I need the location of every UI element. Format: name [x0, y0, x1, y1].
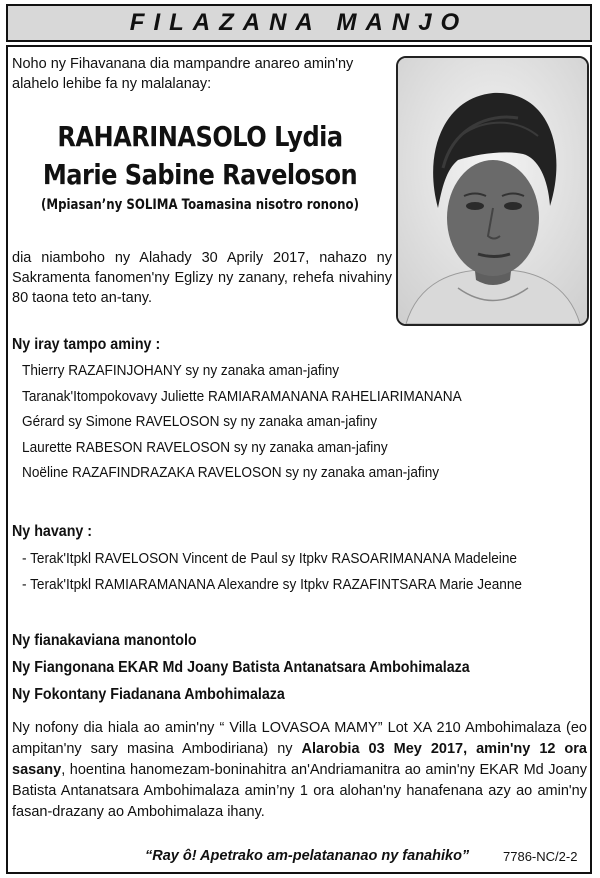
group-fokontany: Ny Fokontany Fiadanana Ambohimalaza — [12, 686, 285, 703]
funeral-details — [12, 718, 587, 823]
list-item: - Terak'Itpkl RAMIARAMANANA Alexandre sy Itpkv RAZAFINTSARA Marie Jeanne — [22, 576, 523, 593]
intro-text: Noho ny Fihavanana dia mampandre anareo amin'ny alahelo lehibe fa ny malalanay: — [12, 56, 354, 92]
death-notice: dia niamboho ny Alahady 30 Aprily 2017, nahazo ny Sakramenta fanomen'ny Eglizy ny zanany, rehefa nivahiny 80 taona teto an-tany. — [12, 250, 392, 306]
portrait-photo — [396, 56, 589, 326]
list-item: - Terak'Itpkl RAVELOSON Vincent de Paul sy Itpkv RASOARIMANANA Madeleine — [22, 551, 518, 567]
funeral-text-part1: Ny nofony dia hiala ao amin'ny “ Villa LOVASOA MAMY” Lot XA 210 Ambohimalaza (eo ampitan'ny sary masina Ambodiriana) ny — [12, 720, 587, 757]
list-item: Taranak'Itompokovavy Juliette RAMIARAMANANA RAHELIARIMANANA — [22, 388, 462, 405]
notice-header — [6, 4, 592, 42]
list-item: Noëline RAZAFINDRAZAKA RAVELOSON sy ny zanaka aman-jafiny — [22, 465, 440, 481]
list-item: Gérard sy Simone RAVELOSON sy ny zanaka aman-jafiny — [22, 414, 378, 430]
deceased-name-line1: RAHARINASOLO Lydia — [57, 120, 343, 153]
list-item: Laurette RABESON RAVELOSON sy ny zanaka aman-jafiny — [22, 439, 388, 456]
deceased-name-block — [8, 118, 392, 215]
children-heading: Ny iray tampo aminy : — [12, 336, 161, 353]
list-item: Thierry RAZAFINJOHANY sy ny zanaka aman-jafiny — [22, 363, 340, 379]
group-family: Ny fianakaviana manontolo — [12, 632, 197, 649]
relatives-heading: Ny havany : — [12, 523, 93, 540]
group-church: Ny Fiangonana EKAR Md Joany Batista Antanatsara Ambohimalaza — [12, 659, 470, 676]
deceased-subtitle: (Mpiasan’ny SOLIMA Toamasina nisotro ronono) — [41, 197, 359, 213]
reference-code: 7786-NC/2-2 — [503, 849, 578, 864]
closing-quote: “Ray ô! Apetrako am-pelatananao ny fanahiko” — [145, 848, 470, 864]
children-list — [22, 359, 587, 487]
notice-title: FILAZANA MANJO — [129, 9, 469, 36]
funeral-text-part2: , hoentina hanomezam-boninahitra an'Andriamanitra ao amin'ny EKAR Md Joany Batista Antanatsara Ambohimalaza amin’ny 1 ora alohan'ny hanafenana azy ao amin'ny fasan-drazany ao Ambohimalaza ihany. — [12, 762, 587, 820]
relatives-list — [22, 547, 587, 598]
portrait-photo-icon — [398, 58, 587, 324]
funeral-date: Alarobia 03 Mey 2017, amin'ny 12 ora sasany — [12, 741, 587, 778]
deceased-name-line2: Marie Sabine Raveloson — [42, 158, 358, 191]
